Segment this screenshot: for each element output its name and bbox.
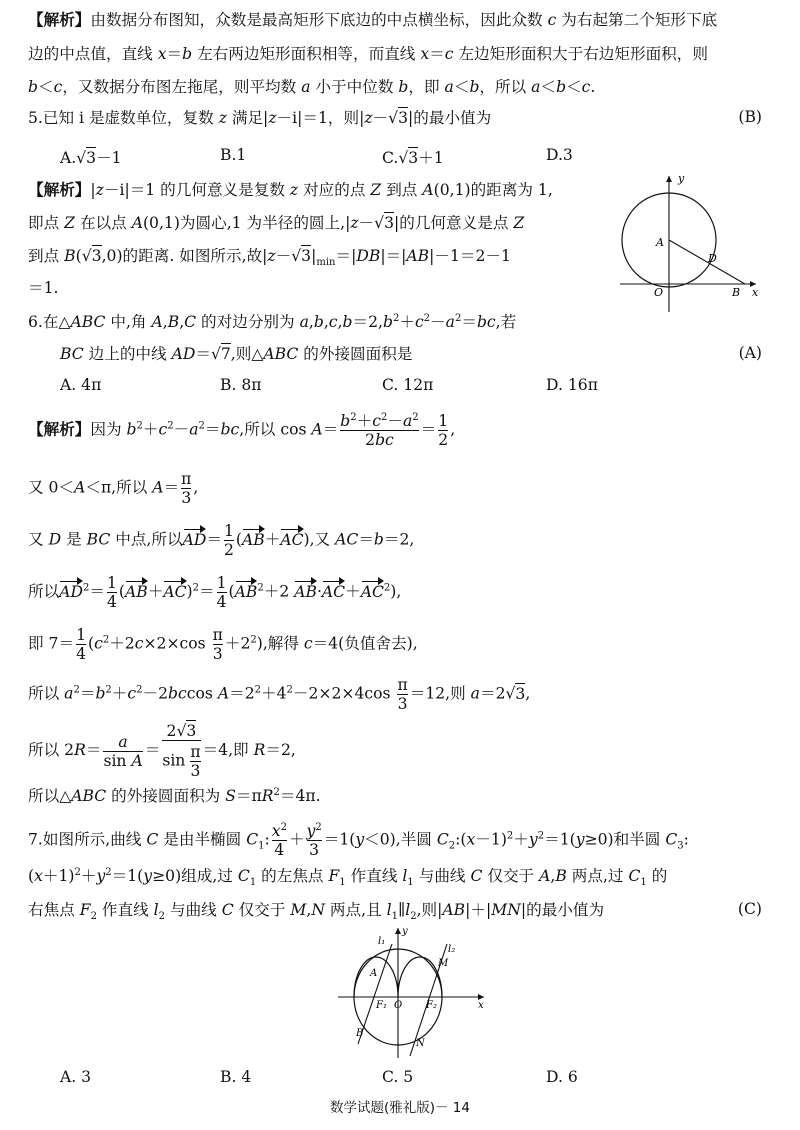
q7-fig-label-f1: F₁ xyxy=(376,1000,387,1011)
q7-fig-label-n: N xyxy=(416,1038,425,1049)
q5-fig-label-a: A xyxy=(656,236,664,249)
q7-fig-label-m: M xyxy=(438,958,449,969)
q7-option-a: A. 3 xyxy=(60,1068,92,1086)
q6-option-a: A. 4π xyxy=(60,376,102,394)
q7-option-d: D. 6 xyxy=(546,1068,578,1086)
prev-solution-line-1: 【解析】由数据分布图知，众数是最高矩形下底边的中点横坐标，因此众数 c 为右起第二个矩形下底 xyxy=(28,10,718,29)
q6-option-d: D. 16π xyxy=(546,376,598,394)
q6-answer: (A) xyxy=(738,344,762,362)
prev-solution-line-3: b＜c，又数据分布图左拖尾，则平均数 a 小于中位数 b，即 a＜b，所以 a＜b＜c. xyxy=(28,78,596,96)
q5-fig-label-b: B xyxy=(732,286,741,299)
q6-solution-line-3: 又 D 是 BC 中点,所以AD＝ $\frac{1}{2}$ (AB＋AC),又 AC＝b＝2, xyxy=(28,522,415,559)
q6-solution-line-8: 所以△ABC 的外接圆面积为 $S=\pi R^2=4\pi$. xyxy=(28,786,321,805)
q6-option-b: B. 8π xyxy=(220,376,262,394)
q7-fig-label-a: A xyxy=(370,968,378,979)
q5-solution-line-3: 到点 B(√3,0)的距离. 如图所示,故$|z-√3|_{min}=|DB|=|AB|-1=2-1$ xyxy=(28,247,511,269)
q5-fig-label-y: y xyxy=(678,172,685,185)
q7-fig-label-o: O xyxy=(394,1000,403,1011)
q5-circle-figure xyxy=(612,172,762,318)
q7-curve-figure xyxy=(332,924,492,1064)
q5-option-a: A.√3－1 xyxy=(60,149,122,167)
q6-solution-line-4: 所以$AD^2=$ $\frac{1}{4}$ $(AB+AC)^2=$ $\frac{1}{4}$ ($AB^2+2$ $AB\cdot AC+AC^2$), xyxy=(28,574,402,611)
q5-fig-label-x: x xyxy=(752,286,759,299)
q7-fig-label-y: y xyxy=(402,926,408,937)
q7-answer: (C) xyxy=(737,900,762,918)
q7-stem-3: 右焦点 $F_2$ 作直线 $l_2$ 与曲线 C 仅交于 M,N 两点,且 $l_1\parallel l_2$,则|AB|＋|MN|的最小值为 xyxy=(28,901,605,923)
page-footer: 数学试题(雅礼版)－ 14 xyxy=(329,1100,470,1116)
q7-option-c: C. 5 xyxy=(382,1068,414,1086)
q5-option-b: B.1 xyxy=(220,146,247,164)
q5-stem: 5.已知 i 是虚数单位，复数 z 满足|z－i|＝1，则|z－√3|的最小值为 xyxy=(28,109,492,127)
q7-fig-label-l1: l₁ xyxy=(378,936,386,947)
q6-solution-line-6: 所以 $a^2=b^2+c^2-2bccos$ $A=2^2+4^2-2\times 2\times 4\cos$ $\frac{\pi}{3}$ ＝12,则 a＝2√3, xyxy=(28,676,531,713)
q5-option-c: C.√3＋1 xyxy=(382,149,444,167)
q7-fig-label-b: B xyxy=(356,1028,364,1039)
q7-fig-label-f2: F₂ xyxy=(426,1000,437,1011)
q5-fig-label-d: D xyxy=(708,252,717,265)
q6-solution-line-2: 又 0＜A＜π,所以 A＝ $\frac{\pi}{3}$ , xyxy=(28,470,199,507)
q7-stem-1: 7.如图所示,曲线 C 是由半椭圆 $C_1$: $\frac{x^2}{4}$ ＋ $\frac{y^2}{3}$ ＝1(y＜0),半圆 $C_2:(x-1)^2+y^2=1(y\ge 0)$和半圆 $C_3$: xyxy=(28,821,689,859)
q5-solution-line-1: 【解析】|z－i|＝1 的几何意义是复数 z 对应的点 Z 到点 A(0,1)的距离为 1, xyxy=(28,180,553,199)
q6-stem-2: BC 边上的中线 AD＝√7,则△ABC 的外接圆面积是 xyxy=(60,345,413,363)
q5-fig-label-o: O xyxy=(654,286,664,299)
q7-fig-label-x: x xyxy=(478,1000,484,1011)
q5-solution-line-2: 即点 Z 在以点 A(0,1)为圆心,1 为半径的圆上,|z－√3|的几何意义是点 Z xyxy=(28,214,525,232)
q5-option-d: D.3 xyxy=(546,146,573,164)
q6-stem-1: 6.在△ABC 中,角 A,B,C 的对边分别为 $a,b,c,b=2,b^2+c^2-a^2=bc$,若 xyxy=(28,312,517,331)
q7-fig-label-l2: l₂ xyxy=(448,944,456,955)
q7-stem-2: $(x+1)^2+y^2=1(y\ge 0)$组成,过 $C_1$ 的左焦点 $F_1$ 作直线 $l_1$ 与曲线 C 仅交于 A,B 两点,过 $C_1$ 的 xyxy=(28,866,668,889)
q5-answer: (B) xyxy=(738,108,762,126)
q6-solution-line-1: 【解析】因为 $b^2+c^2-a^2=bc$,所以 cos A＝ $\frac{b^2+c^2-a^2}{2bc}$ ＝ $\frac{1}{2}$ , xyxy=(28,411,456,449)
q6-option-c: C. 12π xyxy=(382,376,434,394)
q6-solution-line-7: 所以 2R＝ $\frac{a}{\text{sin A}}$ ＝ 2√3 sin $\frac{\pi}{3}$ ＝4,即 R＝2, xyxy=(28,722,296,780)
q6-solution-line-5: 即 7＝ $\frac{1}{4}$ ($c^2+2c\times 2\times\cos$ $\frac{\pi}{3}$ $+2^2$),解得 c＝4(负值舍去), xyxy=(28,626,418,663)
prev-solution-line-2: 边的中点值，直线 x＝b 左右两边矩形面积相等，而直线 x＝c 左边矩形面积大于右边矩形面积，则 xyxy=(28,45,708,63)
q7-option-b: B. 4 xyxy=(220,1068,252,1086)
q5-solution-line-4: ＝1. xyxy=(28,279,59,297)
